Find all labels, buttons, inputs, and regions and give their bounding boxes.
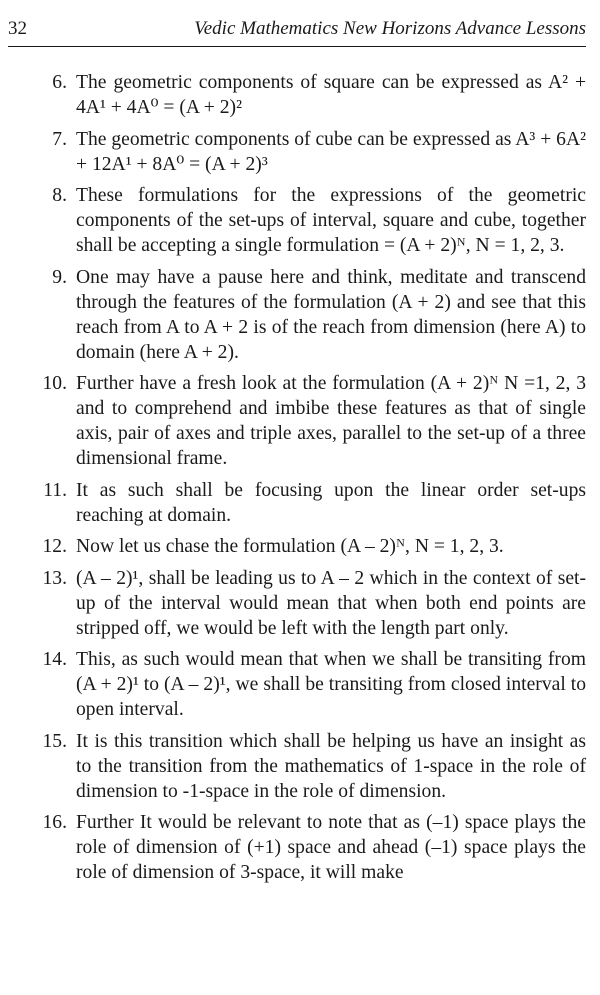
item-text: Further It would be relevant to note that as (–1) space plays the role of dimension of (+1) space and ahead (–1) space plays the role of dimension of 3-space, it will make bbox=[76, 812, 586, 883]
numbered-list bbox=[0, 70, 600, 892]
list-item bbox=[0, 127, 600, 177]
item-number: 6. bbox=[52, 72, 67, 93]
running-title: Vedic Mathematics New Horizons Advance Lessons bbox=[194, 18, 586, 39]
item-number: 16. bbox=[42, 812, 67, 833]
list-item bbox=[0, 729, 600, 804]
list-item bbox=[0, 265, 600, 365]
list-item bbox=[0, 371, 600, 471]
item-number: 15. bbox=[42, 730, 67, 752]
item-text: It is this transition which shall be helping us have an insight as to the transition from the mathematics of 1-space in the role of dimension to -1-space in the role of dimension. bbox=[76, 730, 586, 802]
item-number: 10. bbox=[42, 373, 67, 394]
list-item bbox=[0, 534, 600, 559]
item-number: 9. bbox=[52, 266, 67, 288]
page-number: 32 bbox=[8, 18, 27, 39]
list-item bbox=[0, 70, 600, 120]
list-item bbox=[0, 478, 600, 528]
item-text: (A – 2)¹, shall be leading us to A – 2 which in the context of set-up of the interval would mean that when both end points are stripped off, we would be left with the length part only. bbox=[76, 567, 586, 639]
item-text: It as such shall be focusing upon the linear order set-ups reaching at domain. bbox=[76, 479, 586, 526]
list-item bbox=[0, 647, 600, 722]
list-item bbox=[0, 183, 600, 258]
item-text: This, as such would mean that when we shall be transiting from (A + 2)¹ to (A – 2)¹, we shall be transiting from closed interval to open interval. bbox=[76, 649, 586, 720]
item-text: Now let us chase the formulation (A – 2)ᴺ, N = 1, 2, 3. bbox=[76, 536, 504, 557]
list-item bbox=[0, 810, 600, 885]
item-text: The geometric components of square can be expressed as A² + 4A¹ + 4A⁰ = (A + 2)² bbox=[76, 72, 586, 118]
item-number: 11. bbox=[43, 479, 67, 501]
item-text: The geometric components of cube can be expressed as A³ + 6A² + 12A¹ + 8A⁰ = (A + 2)³ bbox=[76, 128, 586, 175]
item-number: 7. bbox=[52, 128, 67, 150]
header-rule bbox=[8, 46, 586, 47]
item-number: 8. bbox=[52, 185, 67, 206]
item-text: These formulations for the expressions of the geometric components of the set-ups of interval, square and cube, together shall be accepting a single formulation = (A + 2)ᴺ, N = 1, 2, 3. bbox=[76, 185, 586, 256]
item-text: One may have a pause here and think, meditate and transcend through the features of the formulation (A + 2) and see that this reach from A to A + 2 is of the reach from dimension (here A) to domain (here A + 2). bbox=[76, 266, 586, 363]
item-number: 12. bbox=[42, 536, 67, 557]
item-number: 14. bbox=[42, 649, 67, 670]
list-item bbox=[0, 566, 600, 641]
item-text: Further have a fresh look at the formulation (A + 2)ᴺ N =1, 2, 3 and to comprehend and imbibe these features as that of single axis, pair of axes and triple axes, parallel to the set-up of a three dimensional frame. bbox=[76, 373, 586, 469]
item-number: 13. bbox=[42, 567, 67, 589]
page-header bbox=[8, 18, 586, 40]
